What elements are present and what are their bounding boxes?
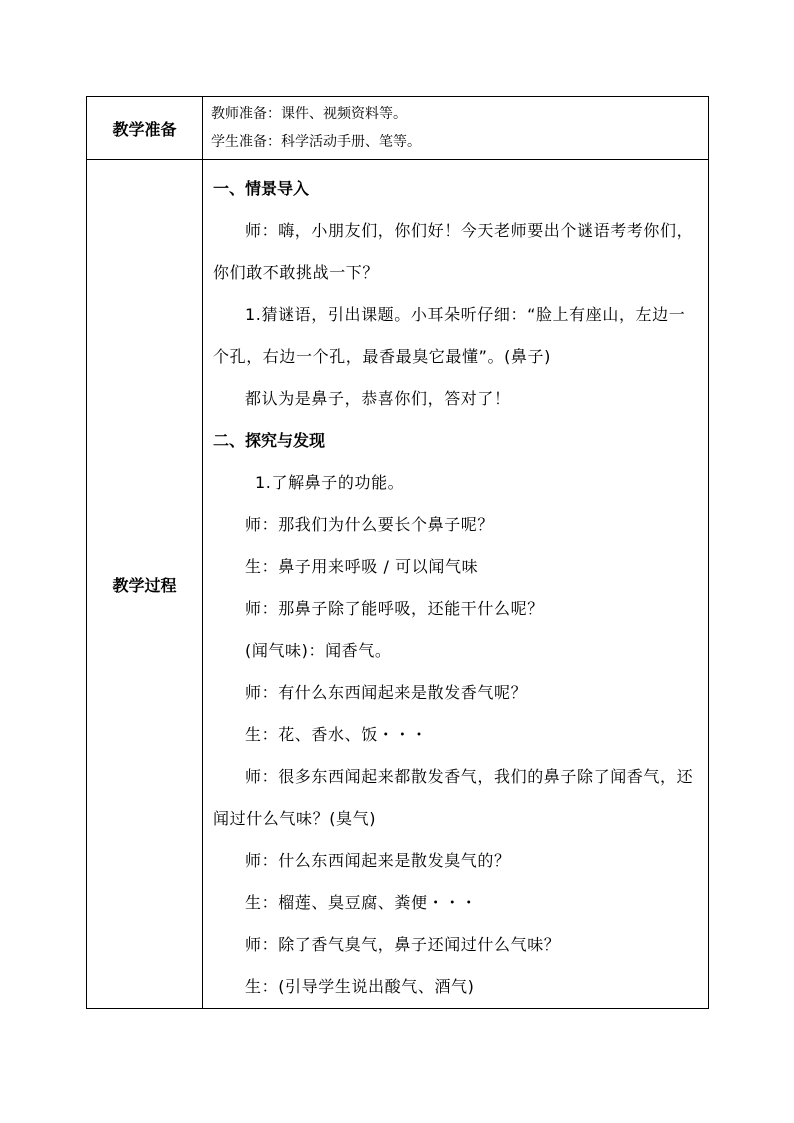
- paragraph: 生：榴莲、臭豆腐、粪便・・・: [245, 893, 478, 912]
- prep-label: 教学准备: [87, 97, 203, 160]
- section-heading-explore: 二、探究与发现: [213, 431, 326, 450]
- paragraph: 师：很多东西闻起来都散发香气，我们的鼻子除了闻香气，还闻过什么气味？(臭气): [213, 767, 694, 828]
- paragraph: 1.猜谜语，引出课题。小耳朵听仔细：“脸上有座山，左边一个孔，右边一个孔，最香最臭它最懂”。(鼻子): [213, 305, 686, 366]
- paragraph: 生：花、香水、饭・・・: [245, 725, 428, 744]
- paragraph: 生：(引导学生说出酸气、酒气): [245, 977, 475, 996]
- paragraph: (闻气味)：闻香气。: [245, 641, 392, 660]
- paragraph: 生：鼻子用来呼吸 / 可以闻气味: [245, 557, 479, 576]
- process-row: [87, 160, 709, 1009]
- teacher-prep: 教师准备：课件、视频资料等。: [211, 106, 407, 122]
- lesson-plan-table: [86, 96, 709, 1009]
- process-content: [203, 160, 709, 1009]
- section-heading-intro: 一、情景导入: [213, 179, 310, 198]
- prep-content: [203, 97, 709, 160]
- prep-row: [87, 97, 709, 160]
- paragraph: 师：除了香气臭气，鼻子还闻过什么气味？: [245, 935, 561, 954]
- process-label: 教学过程: [87, 160, 203, 1009]
- paragraph: 1.了解鼻子的功能。: [255, 473, 405, 492]
- paragraph: 师：那鼻子除了能呼吸，还能干什么呢？: [245, 599, 544, 618]
- paragraph: 师：嗨，小朋友们，你们好！今天老师要出个谜语考考你们，你们敢不敢挑战一下？: [213, 221, 694, 282]
- student-prep: 学生准备：科学活动手册、笔等。: [211, 134, 421, 150]
- paragraph: 都认为是鼻子，恭喜你们，答对了！: [245, 389, 511, 408]
- paragraph: 师：那我们为什么要长个鼻子呢？: [245, 515, 495, 534]
- paragraph: 师：什么东西闻起来是散发臭气的？: [245, 851, 511, 870]
- paragraph: 师：有什么东西闻起来是散发香气呢？: [245, 683, 528, 702]
